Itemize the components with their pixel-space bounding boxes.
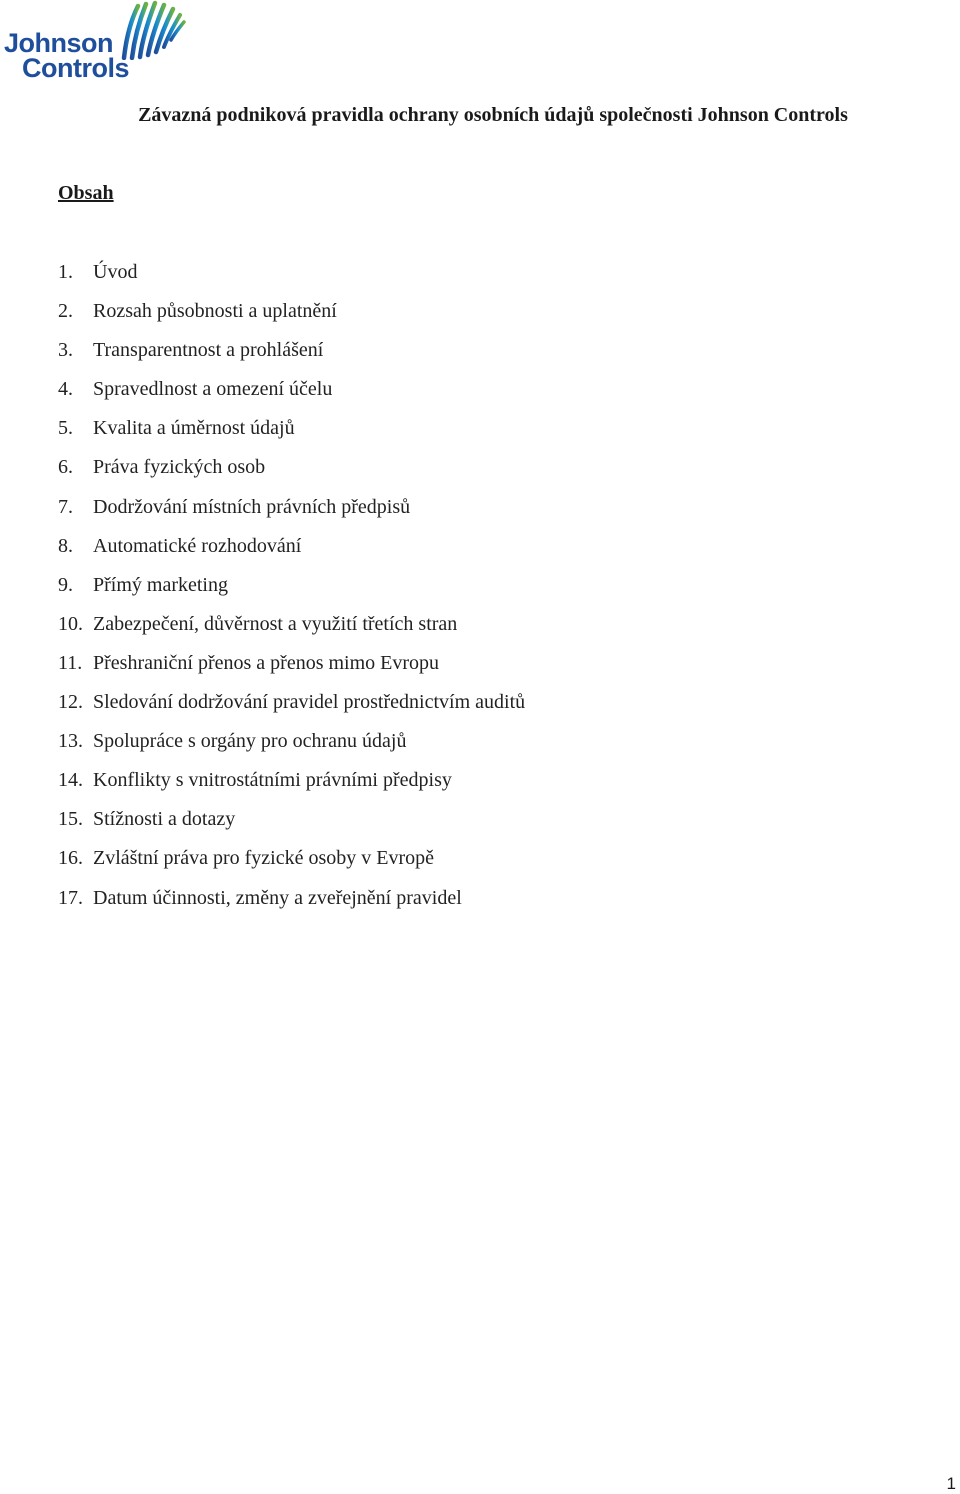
toc-item-label: Stížnosti a dotazy [93,808,236,831]
toc-item [58,336,525,375]
toc-item [58,805,525,844]
toc-item-label: Úvod [93,261,138,283]
table-of-contents [58,258,525,923]
toc-item [58,844,525,883]
toc-item-label: Zabezpečení, důvěrnost a využití třetích stran [93,612,458,635]
toc-item-number: 11. [58,651,83,674]
toc-item-number: 13. [58,730,83,753]
toc-item-number: 14. [58,769,83,792]
toc-item-number: 8. [58,534,73,557]
toc-item-number: 1. [58,261,73,283]
toc-item-label: Automatické rozhodování [93,534,302,557]
document-title: Závazná podniková pravidla ochrany osobních údajů společnosti Johnson Controls [138,104,848,126]
logo-text-johnson: Johnson [4,28,113,58]
toc-item-label: Přeshraniční přenos a přenos mimo Evropu [93,651,440,674]
toc-item-label: Konflikty s vnitrostátními právními předpisy [93,769,452,792]
toc-item-label: Datum účinnosti, změny a zveřejnění pravidel [93,886,462,909]
johnson-controls-wave-logo-icon [118,0,188,60]
toc-item [58,688,525,727]
toc-item-label: Práva fyzických osob [93,456,266,479]
toc-item [58,884,525,923]
toc-item-number: 5. [58,417,73,440]
toc-item [58,493,525,532]
toc-item-label: Dodržování místních právních předpisů [93,495,411,518]
toc-item-number: 10. [58,612,83,635]
toc-item [58,532,525,571]
toc-item-label: Kvalita a úměrnost údajů [93,417,295,440]
toc-item-number: 16. [58,847,83,870]
toc-item [58,649,525,688]
toc-item-number: 7. [58,495,73,518]
toc-item-number: 15. [58,808,83,831]
toc-item-number: 4. [58,378,73,401]
toc-item [58,766,525,805]
toc-item-label: Sledování dodržování pravidel prostřednictvím auditů [93,691,526,714]
toc-heading: Obsah [58,182,114,204]
toc-item-number: 6. [58,456,73,479]
toc-item [58,375,525,414]
toc-item-label: Zvláštní práva pro fyzické osoby v Evropě [93,847,435,870]
page-number: 1 [946,1474,956,1493]
toc-item-number: 3. [58,339,73,362]
toc-item-label: Transparentnost a prohlášení [93,339,324,362]
toc-item [58,297,525,336]
logo-text-controls: Controls [22,53,129,83]
toc-item-number: 17. [58,886,83,909]
toc-item-label: Přímý marketing [93,573,228,596]
toc-item-label: Spolupráce s orgány pro ochranu údajů [93,730,407,753]
toc-item [58,727,525,766]
toc-item-number: 12. [58,691,83,714]
toc-item [58,414,525,453]
toc-item [58,453,525,492]
toc-item-number: 9. [58,573,73,596]
toc-item-label: Rozsah působnosti a uplatnění [93,300,337,323]
toc-item [58,610,525,649]
toc-item [58,258,525,297]
toc-item-label: Spravedlnost a omezení účelu [93,378,333,401]
company-logo [0,0,200,90]
toc-item-number: 2. [58,300,73,323]
toc-item [58,571,525,610]
